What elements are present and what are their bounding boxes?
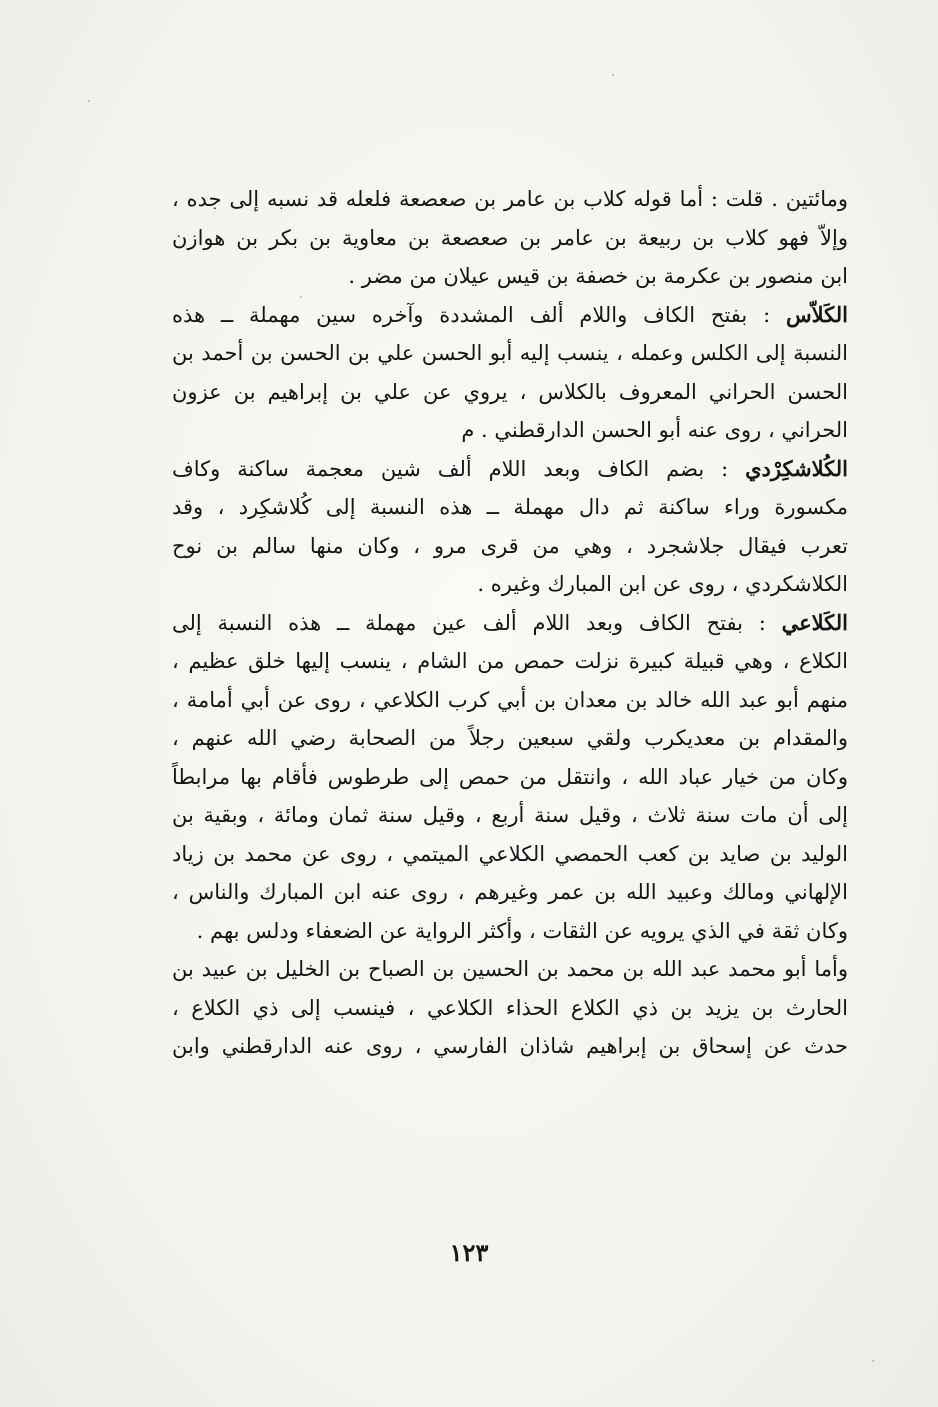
scan-speck: [612, 74, 614, 76]
body-text: [172, 180, 848, 1066]
entry-first-line: [172, 296, 848, 335]
page-number: ١٢٣: [449, 1238, 489, 1267]
text-line: وأما أبو محمد عبد الله بن محمد بن الحسين بن الصباح بن الخليل بن عبيد بن: [172, 957, 848, 981]
text-line: وإلاّ فهو كلاب بن ربيعة بن عامر بن صعصعة بن معاوية بن بكر بن هوازن: [172, 225, 848, 250]
entry-definition: : بفتح الكاف وبعد اللام ألف عين مهملة ــ هذه النسبة إلى: [172, 610, 766, 635]
scan-speck: [88, 100, 90, 102]
text-line: الوليد بن صايد بن كعب الحمصي الكلاعي الميتمي ، روى عن محمد بن زياد: [172, 841, 848, 866]
text-line: الحارث بن يزيد بن ذي الكلاع الحذاء الكلاعي ، فينسب إلى ذي الكلاع ،: [172, 995, 848, 1020]
text-line: ومائتين . قلت : أما قوله كلاب بن عامر بن صعصعة فلعله قد نسبه إلى جده ،: [172, 187, 848, 211]
text-line: الحسن الحراني المعروف بالكلاس ، يروي عن علي بن إبراهيم بن عزون: [172, 379, 848, 404]
text-line: النسبة إلى الكلس وعمله ، ينسب إليه أبو الحسن علي بن الحسن بن أحمد بن: [172, 341, 848, 365]
entry-definition: : بضم الكاف وبعد اللام ألف شين معجمة ساكنة وكاف: [172, 456, 729, 481]
text-line: تعرب فيقال جلاشجرد ، وهي من قرى مرو ، وكان منها سالم بن نوح: [172, 533, 848, 558]
scan-speck: [872, 1360, 874, 1362]
entry-term: الكَلاّس: [786, 301, 848, 327]
text-line: الكلاشكردي ، روى عن ابن المبارك وغيره .: [477, 572, 848, 596]
entry-term: الكُلاشكِرْدي: [745, 455, 848, 481]
text-line: الإلهاني ومالك وعبيد الله بن عمر وغيرهم ، روى عنه ابن المبارك والناس ،: [172, 880, 848, 904]
text-line: منهم أبو عبد الله خالد بن معدان بن أبي كرب الكلاعي ، روى عن أبي أمامة ،: [172, 687, 848, 712]
text-line: وكان من خيار عباد الله ، وانتقل من حمص إلى طرطوس فأقام بها مرابطاً: [172, 764, 848, 789]
entry-definition: : بفتح الكاف واللام ألف المشددة وآخره سين مهملة ــ هذه: [172, 302, 771, 327]
text-line: والمقدام بن معديكرب ولقي سبعين رجلاً من الصحابة رضي الله عنهم ،: [172, 726, 848, 750]
text-line: الحراني ، روى عنه أبو الحسن الدارقطني . م: [461, 418, 848, 442]
entry-term: الكَلاعي: [781, 609, 848, 635]
scan-speck: [300, 296, 302, 298]
text-line: وكان ثقة في الذي يرويه عن الثقات ، وأكثر الرواية عن الضعفاء ودلس بهم .: [196, 918, 848, 943]
entry-first-line: [172, 604, 848, 643]
text-line: الكلاع ، وهي قبيلة كبيرة نزلت حمص من الشام ، ينسب إليها خلق عظيم ،: [172, 649, 848, 673]
entry-first-line: [172, 450, 848, 489]
text-line: إلى أن مات سنة ثلاث ، وقيل سنة أربع ، وقيل سنة ثمان ومائة ، وبقية بن: [172, 803, 848, 827]
text-line: ابن منصور بن عكرمة بن خصفة بن قيس عيلان من مضر .: [348, 264, 848, 288]
text-line: مكسورة وراء ساكنة ثم دال مهملة ــ هذه النسبة إلى كُلاشكِرد ، وقد: [172, 495, 848, 519]
text-line: حدث عن إسحاق بن إبراهيم شاذان الفارسي ، روى عنه الدارقطني وابن: [172, 1034, 848, 1058]
